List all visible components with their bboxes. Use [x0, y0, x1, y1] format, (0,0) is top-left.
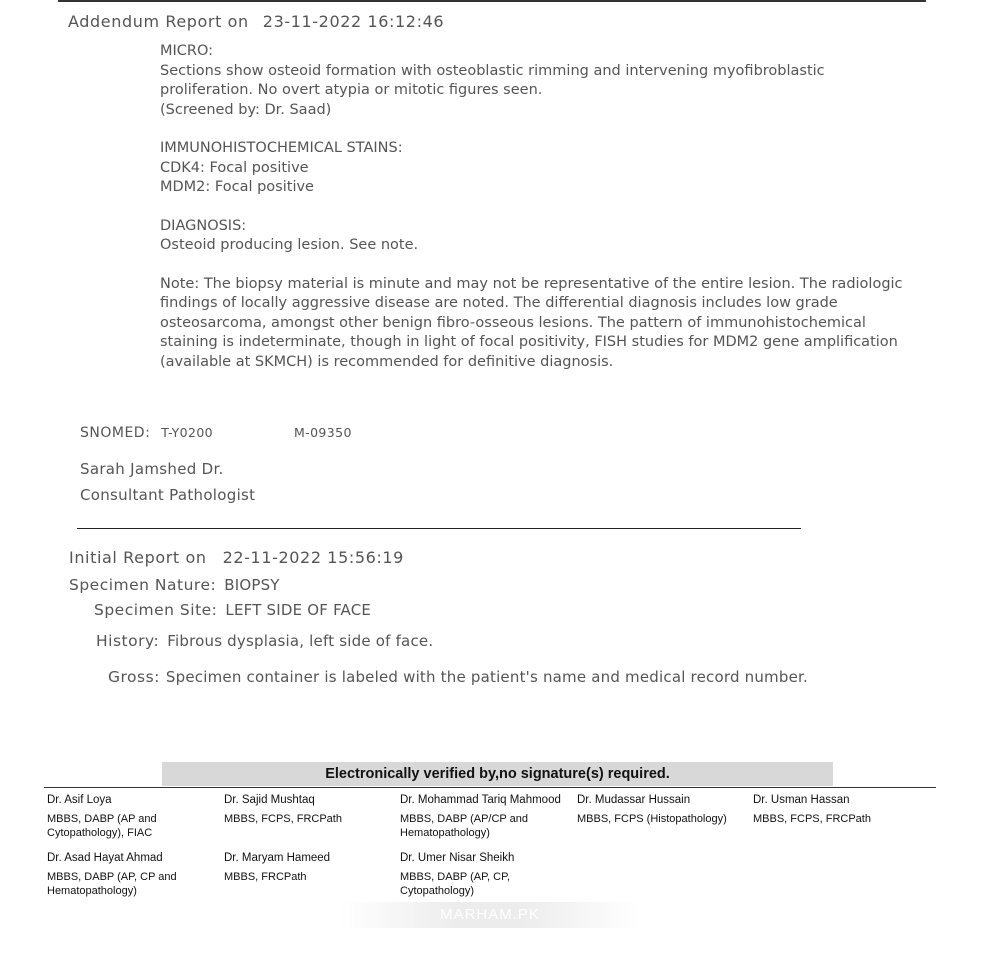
addendum-header [68, 12, 444, 31]
micro-line: Sections show osteoid formation with osteoblastic rimming and intervening myofibroblastic [160, 62, 825, 79]
doctor-name: Dr. Usman Hassan [753, 794, 850, 806]
doctor-qualification: MBBS, DABP (AP and Cytopathology), FIAC [47, 813, 157, 839]
addendum-label: Addendum Report on [68, 12, 249, 31]
micro-title: MICRO: [160, 43, 214, 59]
doctor-qualification: MBBS, DABP (AP, CP, Cytopathology) [400, 871, 511, 897]
doctor-qualification: MBBS, FCPS, FRCPath [753, 813, 871, 825]
doctor-entry [400, 851, 570, 898]
doctor-entry [753, 793, 923, 826]
history-row [96, 632, 433, 650]
snomed-row [80, 425, 352, 441]
gross-value: Specimen container is labeled with the patient's name and medical record number. [165, 668, 808, 686]
verification-rule [44, 787, 936, 788]
micro-line: proliferation. No overt atypia or mitotic figures seen. [160, 82, 543, 98]
doctor-name: Dr. Asad Hayat Ahmad [47, 852, 163, 864]
signatory-name: Sarah Jamshed Dr. [80, 460, 224, 478]
section-divider [77, 528, 801, 529]
doctor-name: Dr. Asif Loya [47, 794, 112, 806]
initial-header [69, 548, 404, 567]
addendum-body [160, 42, 903, 372]
doctor-name: Dr. Mudassar Hussain [577, 794, 691, 806]
doctor-name: Dr. Umer Nisar Sheikh [400, 852, 515, 864]
ihc-line: CDK4: Focal positive [160, 159, 309, 176]
doctor-name: Dr. Maryam Hameed [224, 852, 331, 864]
doctor-qualification: MBBS, FRCPath [224, 871, 307, 883]
specimen-site-row [94, 601, 371, 619]
specimen-nature-value: BIOPSY [224, 576, 280, 594]
doctor-name: Dr. Mohammad Tariq Mahmood [400, 794, 561, 806]
snomed-code-topography: T-Y0200 [161, 425, 214, 440]
gross-label: Gross: [108, 668, 160, 686]
gross-row [108, 668, 808, 686]
doctor-entry [224, 851, 394, 884]
ihc-title: IMMUNOHISTOCHEMICAL STAINS: [160, 140, 403, 156]
snomed-code-morphology: M-09350 [293, 425, 352, 440]
note-line: osteosarcoma, amongst other benign fibro-osseous lesions. The pattern of immunohistochemical [160, 314, 866, 331]
specimen-site-value: LEFT SIDE OF FACE [225, 601, 372, 619]
doctor-qualification: MBBS, FCPS, FRCPath [224, 813, 342, 825]
initial-label: Initial Report on [69, 548, 207, 567]
doctor-entry [47, 851, 217, 898]
note-line: (available at SKMCH) is recommended for definitive diagnosis. [160, 353, 614, 370]
top-rule [58, 0, 926, 2]
doctor-qualification: MBBS, FCPS (Histopathology) [577, 813, 727, 825]
diagnosis-text: Osteoid producing lesion. See note. [160, 237, 419, 253]
specimen-nature-label: Specimen Nature: [69, 576, 217, 594]
note-line: staining is indeterminate, though in light of focal positivity, FISH studies for MDM2 gene amplification [160, 334, 898, 350]
initial-datetime: 22-11-2022 15:56:19 [222, 548, 404, 567]
watermark: MARHAM.PK [340, 902, 640, 928]
doctor-entry [47, 793, 217, 840]
snomed-label: SNOMED: [80, 425, 151, 441]
doctor-name: Dr. Sajid Mushtaq [224, 794, 315, 806]
addendum-datetime: 23-11-2022 16:12:46 [262, 12, 445, 31]
ihc-line: MDM2: Focal positive [160, 179, 314, 195]
history-label: History: [96, 632, 160, 650]
signatory-title: Consultant Pathologist [80, 486, 256, 504]
history-value: Fibrous dysplasia, left side of face. [167, 632, 434, 650]
verification-banner: Electronically verified by,no signature(s) required. [162, 762, 833, 786]
doctor-entry [224, 793, 394, 826]
doctor-entry [577, 793, 747, 826]
doctor-entry [400, 793, 570, 840]
note-line: Note: The biopsy material is minute and may not be representative of the entire lesion. The radiologic [160, 275, 903, 292]
diagnosis-title: DIAGNOSIS: [160, 217, 247, 234]
micro-line: (Screened by: Dr. Saad) [160, 101, 332, 118]
doctor-qualification: MBBS, DABP (AP/CP and Hematopathology) [400, 813, 528, 839]
specimen-site-label: Specimen Site: [94, 601, 218, 619]
note-line: findings of locally aggressive disease are noted. The differential diagnosis includes low grade [160, 295, 838, 311]
specimen-nature-row [69, 576, 280, 594]
doctor-qualification: MBBS, DABP (AP, CP and Hematopathology) [47, 871, 177, 897]
